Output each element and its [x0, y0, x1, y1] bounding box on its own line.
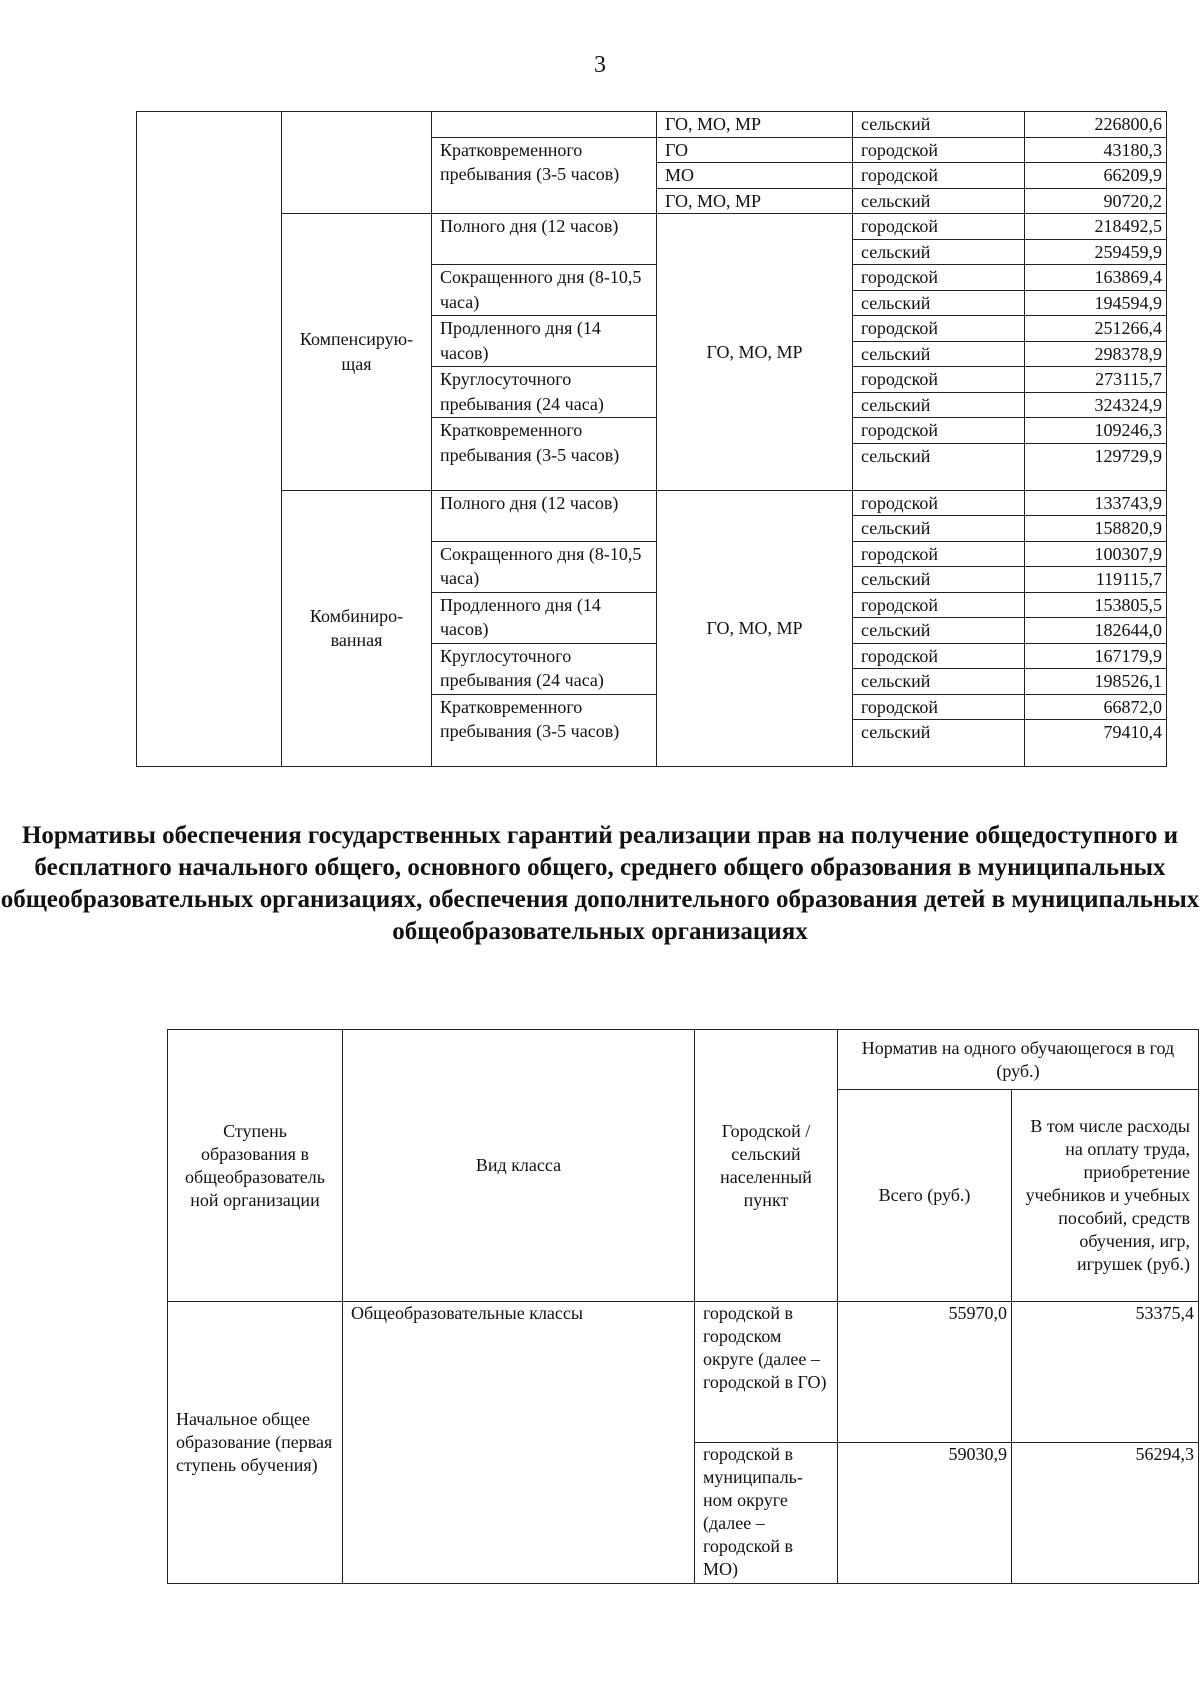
locality-cell: сельский: [853, 443, 1025, 490]
locality-cell: городской: [853, 214, 1025, 240]
locality-cell: городской: [853, 367, 1025, 393]
value-cell: 158820,9: [1025, 516, 1167, 542]
areas-cell: ГО: [657, 137, 853, 163]
value-cell: 273115,7: [1025, 367, 1167, 393]
header-including: В том числе расходы на оплату труда, приобретение учебников и учебных пособий, средств обучения, игр, игрушек (руб.): [1012, 1090, 1199, 1302]
locality-cell: городской: [853, 316, 1025, 342]
locality-cell: сельский: [853, 618, 1025, 644]
stay-type-cell: Продленного дня (14 часов): [432, 592, 657, 643]
table-row: [137, 214, 1167, 240]
locality-cell: городской: [853, 163, 1025, 189]
total-cell: 59030,9: [838, 1443, 1012, 1584]
value-cell: 66209,9: [1025, 163, 1167, 189]
value-cell: 66872,0: [1025, 694, 1167, 720]
locality-cell: сельский: [853, 720, 1025, 767]
stay-type-cell: Полного дня (12 часов): [432, 490, 657, 541]
stay-type-cell: Сокращенного дня (8-10,5 часа): [432, 265, 657, 316]
preschool-norms-table: [136, 111, 1167, 767]
locality-cell: городской: [853, 265, 1025, 291]
locality-cell: городской: [853, 643, 1025, 669]
areas-cell: ГО, МО, МР: [657, 112, 853, 138]
value-cell: 43180,3: [1025, 137, 1167, 163]
including-cell: 53375,4: [1012, 1302, 1199, 1443]
locality-cell: городской: [853, 490, 1025, 516]
stay-type-cell: Полного дня (12 часов): [432, 214, 657, 265]
stay-type-cell: Кратковременного пребывания (3-5 часов): [432, 418, 657, 491]
total-cell: 55970,0: [838, 1302, 1012, 1443]
stay-type-cell: Кратковременного пребывания (3-5 часов): [432, 694, 657, 767]
locality-cell: городской: [853, 541, 1025, 567]
value-cell: 90720,2: [1025, 188, 1167, 214]
value-cell: 133743,9: [1025, 490, 1167, 516]
including-cell: 56294,3: [1012, 1443, 1199, 1584]
header-class-type: Вид класса: [343, 1030, 695, 1302]
locality-cell: сельский: [853, 290, 1025, 316]
value-cell: 298378,9: [1025, 341, 1167, 367]
class-type-cell: Общеобразовательные классы: [343, 1302, 695, 1584]
value-cell: 226800,6: [1025, 112, 1167, 138]
stay-type-cell: Продленного дня (14 часов): [432, 316, 657, 367]
areas-cell: МО: [657, 163, 853, 189]
value-cell: 194594,9: [1025, 290, 1167, 316]
stay-type-cell: Круглосуточного пребывания (24 часа): [432, 643, 657, 694]
page-number: 3: [594, 52, 606, 78]
locality-cell: сельский: [853, 188, 1025, 214]
locality-cell: сельский: [853, 516, 1025, 542]
header-stage: Ступень образования в общеобразователь ной организации: [168, 1030, 343, 1302]
locality-cell: сельский: [853, 392, 1025, 418]
value-cell: 109246,3: [1025, 418, 1167, 444]
header-total: Всего (руб.): [838, 1090, 1012, 1302]
blank-cell: [282, 112, 432, 214]
locality-cell: городской: [853, 137, 1025, 163]
header-norm: Норматив на одного обучающегося в год (руб.): [838, 1030, 1199, 1090]
stage-cell: Начальное общее образование (первая ступень обучения): [168, 1302, 343, 1584]
locality-cell: городской: [853, 694, 1025, 720]
table-row: [137, 490, 1167, 516]
value-cell: 100307,9: [1025, 541, 1167, 567]
value-cell: 251266,4: [1025, 316, 1167, 342]
locality-cell: городской в муниципаль-ном округе (далее – городской в МО): [695, 1443, 838, 1584]
areas-cell: ГО, МО, МР: [657, 188, 853, 214]
locality-cell: городской в городском округе (далее – городской в ГО): [695, 1302, 838, 1443]
blank-cell: [137, 112, 282, 767]
locality-cell: сельский: [853, 239, 1025, 265]
stay-type-cell: Кратковременного пребывания (3-5 часов): [432, 137, 657, 214]
header-locality: Городской / сельский населенный пункт: [695, 1030, 838, 1302]
locality-cell: сельский: [853, 669, 1025, 695]
table-row: [137, 112, 1167, 138]
value-cell: 119115,7: [1025, 567, 1167, 593]
value-cell: 198526,1: [1025, 669, 1167, 695]
value-cell: 182644,0: [1025, 618, 1167, 644]
locality-cell: городской: [853, 592, 1025, 618]
locality-cell: сельский: [853, 567, 1025, 593]
locality-cell: сельский: [853, 341, 1025, 367]
value-cell: 167179,9: [1025, 643, 1167, 669]
school-norms-table: [167, 1029, 1199, 1584]
areas-cell: ГО, МО, МР: [657, 490, 853, 767]
value-cell: 259459,9: [1025, 239, 1167, 265]
areas-cell: ГО, МО, МР: [657, 214, 853, 491]
value-cell: 129729,9: [1025, 443, 1167, 490]
group-name-cell: Компенсирую-щая: [282, 214, 432, 491]
stay-type-cell: Круглосуточного пребывания (24 часа): [432, 367, 657, 418]
value-cell: 324324,9: [1025, 392, 1167, 418]
value-cell: 218492,5: [1025, 214, 1167, 240]
locality-cell: сельский: [853, 112, 1025, 138]
stay-type-cell: Сокращенного дня (8-10,5 часа): [432, 541, 657, 592]
value-cell: 79410,4: [1025, 720, 1167, 767]
blank-cell: [432, 112, 657, 138]
locality-cell: городской: [853, 418, 1025, 444]
section-heading: Нормативы обеспечения государственных гарантий реализации прав на получение общедоступного и бесплатного начального общего, основного общего, среднего общего образования в муниципальных общеобразовательных организациях, обеспечения дополнительного образования детей в муниципальных общеобразовательных организациях: [0, 822, 1200, 945]
group-name-cell: Комбиниро-ванная: [282, 490, 432, 767]
value-cell: 163869,4: [1025, 265, 1167, 291]
value-cell: 153805,5: [1025, 592, 1167, 618]
